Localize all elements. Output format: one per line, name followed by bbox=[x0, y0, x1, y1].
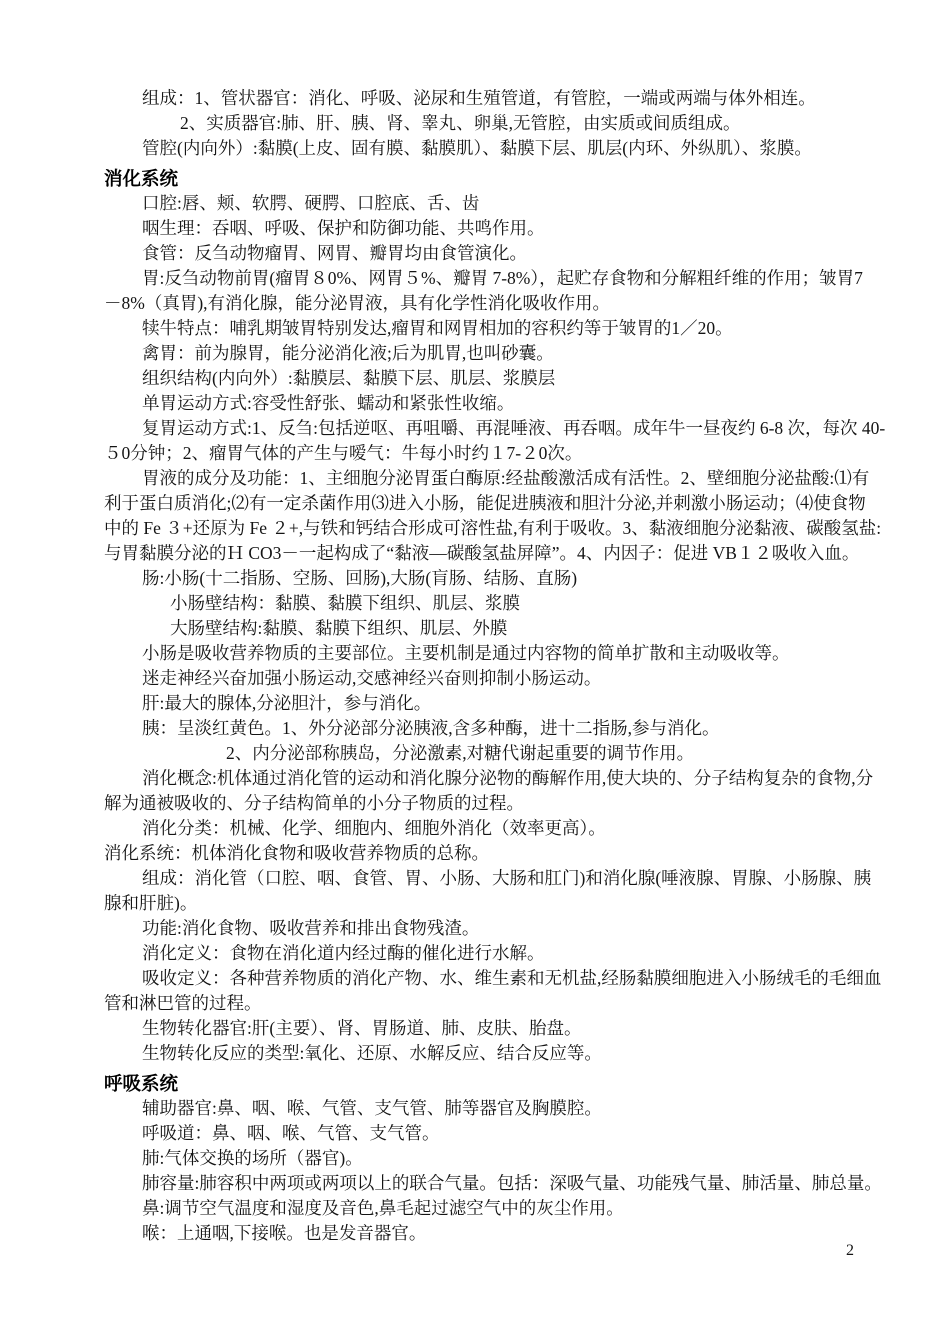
text-line: 呼吸道：鼻、咽、喉、气管、支气管。 bbox=[142, 1123, 440, 1143]
text-line: 功能:消化食物、吸收营养和排出食物残渣。 bbox=[142, 918, 480, 938]
text-line: 2、内分泌部称胰岛，分泌激素,对糖代谢起重要的调节作用。 bbox=[226, 743, 695, 763]
text-line: 复胃运动方式:1、反刍:包括逆呕、再咀嚼、再混唾液、再吞咽。成年牛一昼夜约 6-8 次，每次 40- bbox=[142, 418, 886, 438]
text-line: 喉：上通咽,下接喉。也是发音器官。 bbox=[142, 1223, 427, 1243]
document-body bbox=[104, 86, 886, 1246]
text-line: 利于蛋白质消化;⑵有一定杀菌作用⑶进入小肠，能促进胰液和胆汁分泌,并刺激小肠运动；⑷使食物 bbox=[104, 493, 866, 513]
text-line: 胰：呈淡红黄色。1、外分泌部分泌胰液,含多种酶，进十二指肠,参与消化。 bbox=[142, 718, 720, 738]
text-line: 与胃黏膜分泌的Ｈ CO3－一起构成了“黏液—碳酸氢盐屏障”。4、内因子：促进 VB１２吸收入血。 bbox=[104, 543, 860, 563]
text-line: 小肠是吸收营养物质的主要部位。主要机制是通过内容物的简单扩散和主动吸收等。 bbox=[142, 643, 790, 663]
text-line: 解为通被吸收的、分子结构简单的小分子物质的过程。 bbox=[104, 793, 524, 813]
text-line: 胃液的成分及功能：1、主细胞分泌胃蛋白酶原:经盐酸激活成有活性。2、壁细胞分泌盐酸:⑴有 bbox=[142, 468, 870, 488]
text-line: ５0分钟；2、瘤胃气体的产生与嗳气：牛每小时约１7-２0次。 bbox=[104, 443, 583, 463]
text-line: 消化系统：机体消化食物和吸收营养物质的总称。 bbox=[104, 843, 489, 863]
text-line: 消化概念:机体通过消化管的运动和消化腺分泌物的酶解作用,使大块的、分子结构复杂的食物,分 bbox=[142, 768, 874, 788]
text-line: 消化定义：食物在消化道内经过酶的催化进行水解。 bbox=[142, 943, 545, 963]
text-line: 管和淋巴管的过程。 bbox=[104, 993, 262, 1013]
text-line: 鼻:调节空气温度和湿度及音色,鼻毛起过滤空气中的灰尘作用。 bbox=[142, 1198, 624, 1218]
text-line: 肝:最大的腺体,分泌胆汁，参与消化。 bbox=[142, 693, 432, 713]
text-line: 管腔(内向外）:黏膜(上皮、固有膜、黏膜肌）、黏膜下层、肌层(内环、外纵肌）、浆膜。 bbox=[142, 138, 812, 158]
text-line: 小肠壁结构：黏膜、黏膜下组织、肌层、浆膜 bbox=[170, 593, 520, 613]
text-line: 辅助器官:鼻、咽、喉、气管、支气管、肺等器官及胸膜腔。 bbox=[142, 1098, 602, 1118]
text-line: 吸收定义：各种营养物质的消化产物、水、维生素和无机盐,经肠黏膜细胞进入小肠绒毛的毛细血 bbox=[142, 968, 882, 988]
text-line: 大肠壁结构:黏膜、黏膜下组织、肌层、外膜 bbox=[170, 618, 508, 638]
section-heading: 消化系统 bbox=[104, 168, 179, 189]
text-line: 单胃运动方式:容受性舒张、蠕动和紧张性收缩。 bbox=[142, 393, 515, 413]
text-line: 食管：反刍动物瘤胃、网胃、瓣胃均由食管演化。 bbox=[142, 243, 527, 263]
text-line: 中的 Fe ３+还原为 Fe ２+,与铁和钙结合形成可溶性盐,有利于吸收。3、黏液细胞分泌黏液、碳酸氢盐: bbox=[104, 518, 882, 538]
text-line: 组织结构(内向外）:黏膜层、黏膜下层、肌层、浆膜层 bbox=[142, 368, 556, 388]
section-heading: 呼吸系统 bbox=[104, 1073, 179, 1094]
text-line: 肠:小肠(十二指肠、空肠、回肠),大肠(肓肠、结肠、直肠) bbox=[142, 568, 578, 588]
text-line: 犊牛特点：哺乳期皱胃特别发达,瘤胃和网胃相加的容积约等于皱胃的1／20。 bbox=[142, 318, 733, 338]
text-line: 腺和肝脏)。 bbox=[104, 893, 198, 913]
page-number: 2 bbox=[846, 1242, 854, 1259]
text-line: 2、实质器官:肺、肝、胰、肾、睾丸、卵巢,无管腔，由实质或间质组成。 bbox=[180, 113, 741, 133]
text-line: 组成：消化管（口腔、咽、食管、胃、小肠、大肠和肛门)和消化腺(唾液腺、胃腺、小肠腺、胰 bbox=[142, 868, 872, 888]
text-line: 消化分类：机械、化学、细胞内、细胞外消化（效率更高）。 bbox=[142, 818, 606, 838]
text-line: 生物转化器官:肝(主要）、肾、胃肠道、肺、皮肤、胎盘。 bbox=[142, 1018, 582, 1038]
text-line: 咽生理：吞咽、呼吸、保护和防御功能、共鸣作用。 bbox=[142, 218, 545, 238]
text-line: 肺:气体交换的场所（器官)。 bbox=[142, 1148, 363, 1168]
text-line: 迷走神经兴奋加强小肠运动,交感神经兴奋则抑制小肠运动。 bbox=[142, 668, 602, 688]
text-line: 组成：1、管状器官：消化、呼吸、泌尿和生殖管道，有管腔，一端或两端与体外相连。 bbox=[142, 88, 816, 108]
text-line: 口腔:唇、颊、软腭、硬腭、口腔底、舌、齿 bbox=[142, 193, 480, 213]
text-line: －8%（真胃),有消化腺，能分泌胃液，具有化学性消化吸收作用。 bbox=[104, 293, 611, 313]
text-line: 生物转化反应的类型:氧化、还原、水解反应、结合反应等。 bbox=[142, 1043, 602, 1063]
text-line: 胃:反刍动物前胃(瘤胃８0%、网胃５%、瓣胃 7-8%），起贮存食物和分解粗纤维的作用；皱胃7 bbox=[142, 268, 863, 288]
text-line: 肺容量:肺容积中两项或两项以上的联合气量。包括：深吸气量、功能残气量、肺活量、肺总量。 bbox=[142, 1173, 882, 1193]
text-line: 禽胃：前为腺胃，能分泌消化液;后为肌胃,也叫砂囊。 bbox=[142, 343, 554, 363]
